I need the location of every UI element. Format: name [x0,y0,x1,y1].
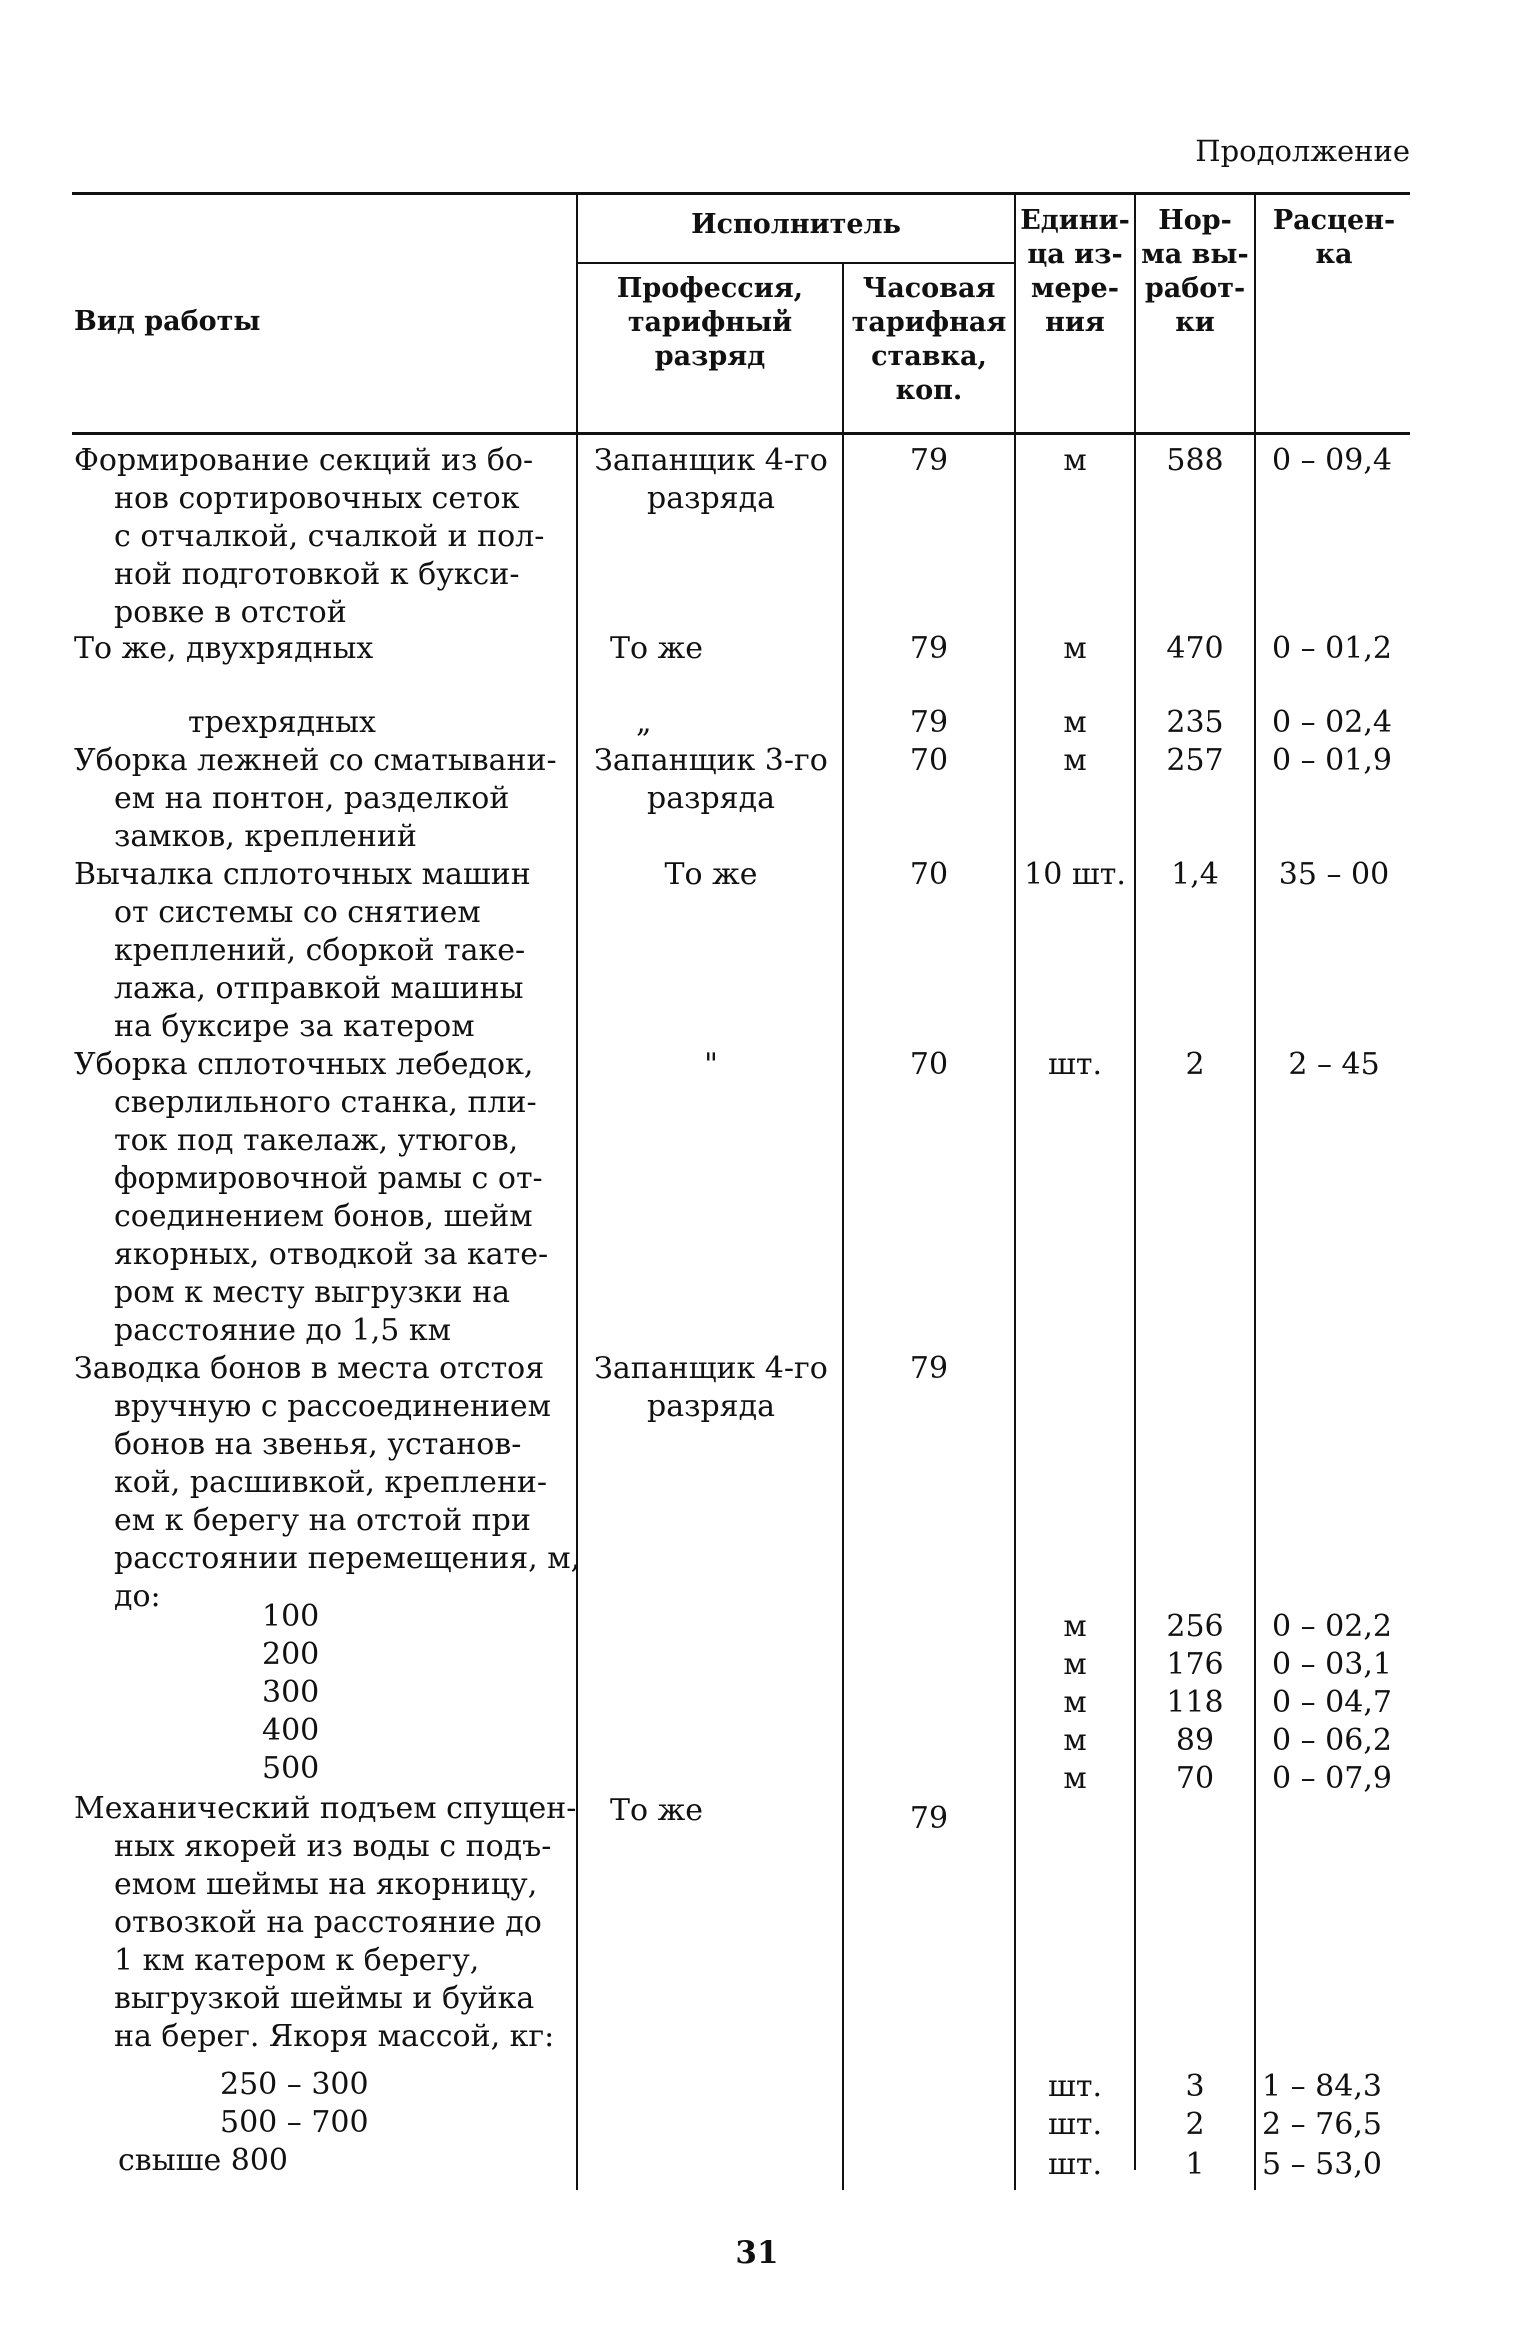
row-2-rate: 79 [909,705,949,740]
row-5-rate: 70 [909,1047,949,1082]
row-4-rate: 70 [909,857,949,892]
distance-500-price: 0 – 07,9 [1272,1761,1392,1796]
row-5-norm: 2 [1185,1047,1205,1082]
mass-500-700: 500 – 700 [220,2105,369,2140]
mass-over-800-price: 5 – 53,0 [1262,2147,1382,2182]
row-4-unit: 10 шт. [1024,857,1126,892]
row-2-profession-ditto: „ [636,705,652,740]
col-divider-3 [1014,192,1016,2190]
page-number: 31 [735,2235,779,2271]
row-4-price: 35 – 00 [1278,857,1390,892]
row-12-rate: 79 [909,1801,949,1836]
distance-100-price: 0 – 02,2 [1272,1609,1392,1644]
mass-over-800-unit: шт. [1047,2147,1103,2182]
distance-100-norm: 256 [1166,1609,1224,1644]
mass-500-700-unit: шт. [1047,2107,1103,2142]
distance-100: 100 [262,1599,320,1634]
row-0-work: Формирование секций из бо- нов сортировочных сеток с отчалкой, счалкой и пол- ной подготовкой к букси- ровке в отстой [74,443,545,630]
row-1-norm: 470 [1166,631,1224,666]
row-12-profession: То же [610,1793,703,1828]
distance-300: 300 [262,1675,320,1710]
distance-300-price: 0 – 04,7 [1272,1685,1392,1720]
row-2-work: трехрядных [188,705,376,740]
mass-over-800: свыше 800 [118,2143,289,2178]
row-6-work: Заводка бонов в места отстоя вручную с рассоединением бонов на звенья, установ- кой, расшивкой, креплени- ем к берегу на отстой при расстоянии перемещения, м, до: [74,1351,581,1614]
row-1-work: То же, двухрядных [74,631,374,666]
header-profession: Профессия, тарифный разряд [616,273,804,372]
distance-100-unit: м [1063,1609,1087,1644]
header-norm: Нор- ма вы- работ- ки [1141,205,1249,338]
distance-400-unit: м [1063,1723,1087,1758]
row-3-norm: 257 [1166,743,1224,778]
row-2-price: 0 – 02,4 [1272,705,1392,740]
row-1-unit: м [1063,631,1087,666]
row-1-rate: 79 [909,631,949,666]
col-divider-2 [842,262,844,2190]
row-0-price: 0 – 09,4 [1272,443,1392,478]
distance-500-unit: м [1063,1761,1087,1796]
mass-250-300: 250 – 300 [220,2067,369,2102]
header-executor: Исполнитель [691,209,901,240]
row-5-work: Уборка сплоточных лебедок, сверлильного станка, пли- ток под такелаж, утюгов, формировочной рамы с от- соединением бонов, шейм якорных, отводкой за кате- ром к месту выгрузки на расстояние до 1,5 км [74,1047,549,1348]
distance-400-norm: 89 [1175,1723,1215,1758]
row-0-profession: Запанщик 4-го разряда [594,443,828,516]
row-4-work: Вычалка сплоточных машин от системы со снятием креплений, сборкой таке- лажа, отправкой машины на буксире за катером [74,857,531,1044]
executor-subrule [578,262,1016,264]
row-3-work: Уборка лежней со сматывани- ем на понтон, разделкой замков, креплений [74,743,557,854]
header-work-type: Вид работы [74,306,261,337]
distance-400-price: 0 – 06,2 [1272,1723,1392,1758]
row-0-rate: 79 [909,443,949,478]
row-3-profession: Запанщик 3-го разряда [594,743,828,816]
row-5-profession-ditto: " [704,1047,718,1082]
mass-250-300-price: 1 – 84,3 [1262,2069,1382,2104]
row-3-rate: 70 [909,743,949,778]
mass-250-300-unit: шт. [1047,2069,1103,2104]
distance-500: 500 [262,1751,320,1786]
distance-200-price: 0 – 03,1 [1272,1647,1392,1682]
header-price: Расцен- ка [1272,205,1396,270]
row-0-unit: м [1063,443,1087,478]
header-hourly-rate: Часовая тарифная ставка, коп. [851,273,1007,406]
row-4-norm: 1,4 [1171,857,1219,892]
row-2-norm: 235 [1166,705,1224,740]
distance-500-norm: 70 [1175,1761,1215,1796]
distance-300-unit: м [1063,1685,1087,1720]
row-6-profession: Запанщик 4-го разряда [594,1351,828,1424]
row-0-norm: 588 [1166,443,1224,478]
col-divider-4 [1134,192,1136,2170]
mass-500-700-price: 2 – 76,5 [1262,2107,1382,2142]
distance-200-unit: м [1063,1647,1087,1682]
distance-200-norm: 176 [1166,1647,1224,1682]
row-1-price: 0 – 01,2 [1272,631,1392,666]
mass-250-300-norm: 3 [1185,2069,1205,2104]
row-3-unit: м [1063,743,1087,778]
row-6-rate: 79 [909,1351,949,1386]
distance-400: 400 [262,1713,320,1748]
continuation-label: Продолжение [1195,134,1410,168]
header-bottom-rule [72,432,1410,435]
mass-over-800-norm: 1 [1185,2147,1205,2182]
row-12-work: Механический подъем спущен- ных якорей из воды с подъ- емом шеймы на якорницу, отвозкой на расстояние до 1 км катером к берегу, выгрузкой шеймы и буйка на берег. Якоря массой, кг: [74,1791,577,2054]
row-5-price: 2 – 45 [1288,1047,1380,1082]
row-3-price: 0 – 01,9 [1272,743,1392,778]
table-top-rule [72,192,1410,195]
row-1-profession: То же [610,631,703,666]
row-4-profession: То же [664,857,758,892]
row-5-unit: шт. [1047,1047,1103,1082]
row-2-unit: м [1063,705,1087,740]
header-unit: Едини- ца из- мере- ния [1020,205,1130,338]
distance-300-norm: 118 [1166,1685,1224,1720]
col-divider-5 [1254,192,1256,2190]
mass-500-700-norm: 2 [1185,2107,1205,2142]
distance-200: 200 [262,1637,320,1672]
